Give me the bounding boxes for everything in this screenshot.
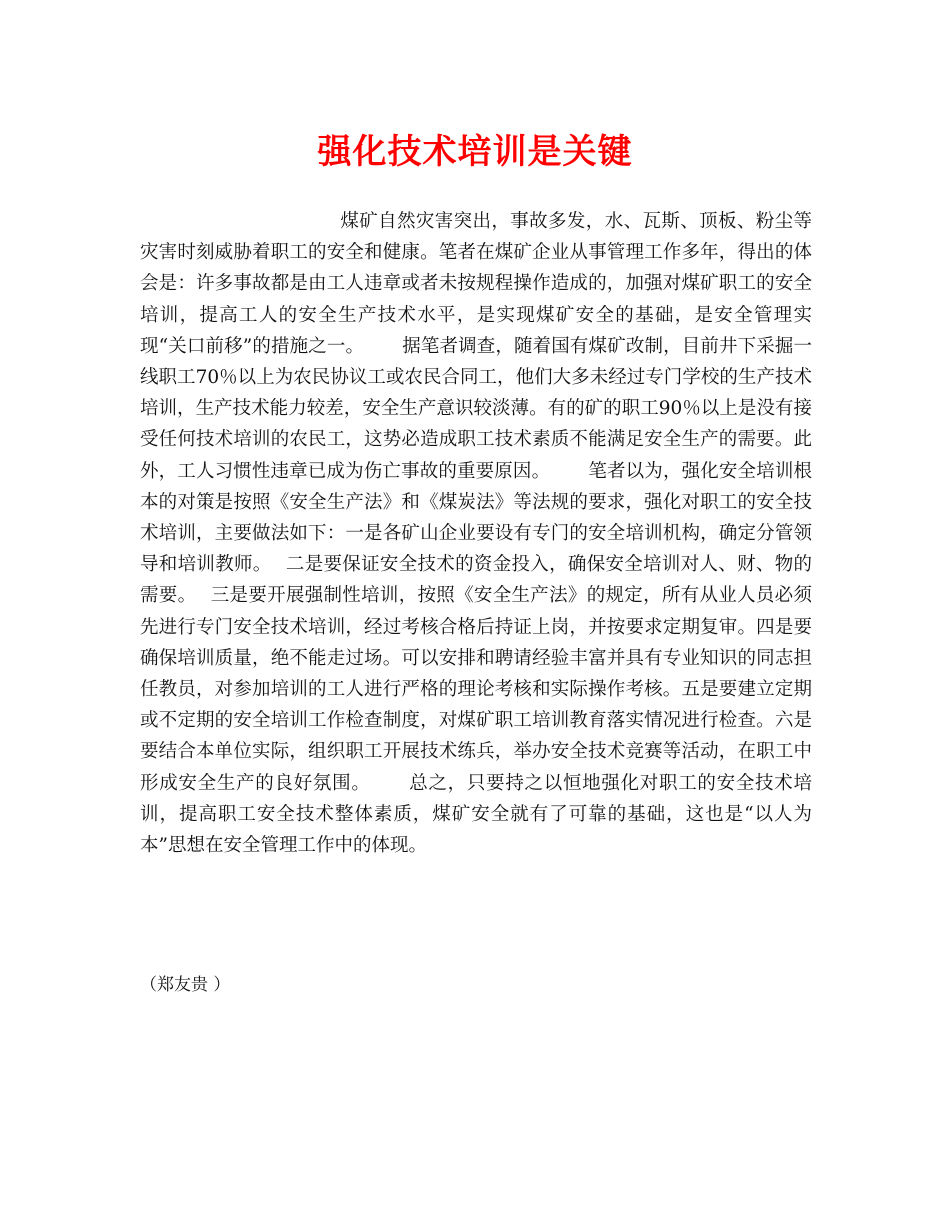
paragraph-6: 总之，只要持之以恒地强化对职工的安全技术培训，提高职工安全技术整体素质，煤矿安全就有了可靠的基础，这也是“以人为本”思想在安全管理工作中的体现。 <box>140 772 812 857</box>
paragraph-4: 二是要保证安全技术的资金投入，确保安全培训对人、财、物的需要。 <box>140 554 812 607</box>
article-body <box>140 206 812 861</box>
paragraph-3: 笔者以为，强化安全培训根本的对策是按照《安全生产法》和《煤炭法》等法规的要求，强化对职工的安全技术培训，主要做法如下：一是各矿山企业要设有专门的安全培训机构，确定分管领导和培训教师。 <box>140 460 812 576</box>
paragraph-2: 据笔者调查，随着国有煤矿改制，目前井下采掘一线职工70％以上为农民协议工或农民合同工，他们大多未经过专门学校的生产技术培训，生产技术能力较差，安全生产意识较淡薄。有的矿的职工90％以上是没有接受任何技术培训的农民工，这势必造成职工技术素质不能满足安全生产的需要。此外，工人习惯性违章已成为伤亡事故的重要原因。 <box>140 335 812 482</box>
paragraph-5: 三是要开展强制性培训，按照《安全生产法》的规定，所有从业人员必须先进行专门安全技术培训，经过考核合格后持证上岗，并按要求定期复审。四是要确保培训质量，绝不能走过场。可以安排和聘请经验丰富并具有专业知识的同志担任教员，对参加培训的工人进行严格的理论考核和实际操作考核。五是要建立定期或不定期的安全培训工作检查制度，对煤矿职工培训教育落实情况进行检查。六是要结合本单位实际，组织职工开展技术练兵，举办安全技术竞赛等活动，在职工中形成安全生产的良好氛围。 <box>140 585 812 794</box>
article-paragraph <box>140 206 812 861</box>
document-title: 强化技术培训是关键 <box>317 132 633 172</box>
paragraph-1: 煤矿自然灾害突出，事故多发，水、瓦斯、顶板、粉尘等灾害时刻威胁着职工的安全和健康。笔者在煤矿企业从事管理工作多年，得出的体会是：许多事故都是由工人违章或者未按规程操作造成的，加强对煤矿职工的安全培训，提高工人的安全生产技术水平，是实现煤矿安全的基础，是安全管理实现“关口前移”的措施之一。 <box>140 211 812 357</box>
author-signature: （郑友贵 ） <box>140 975 231 995</box>
